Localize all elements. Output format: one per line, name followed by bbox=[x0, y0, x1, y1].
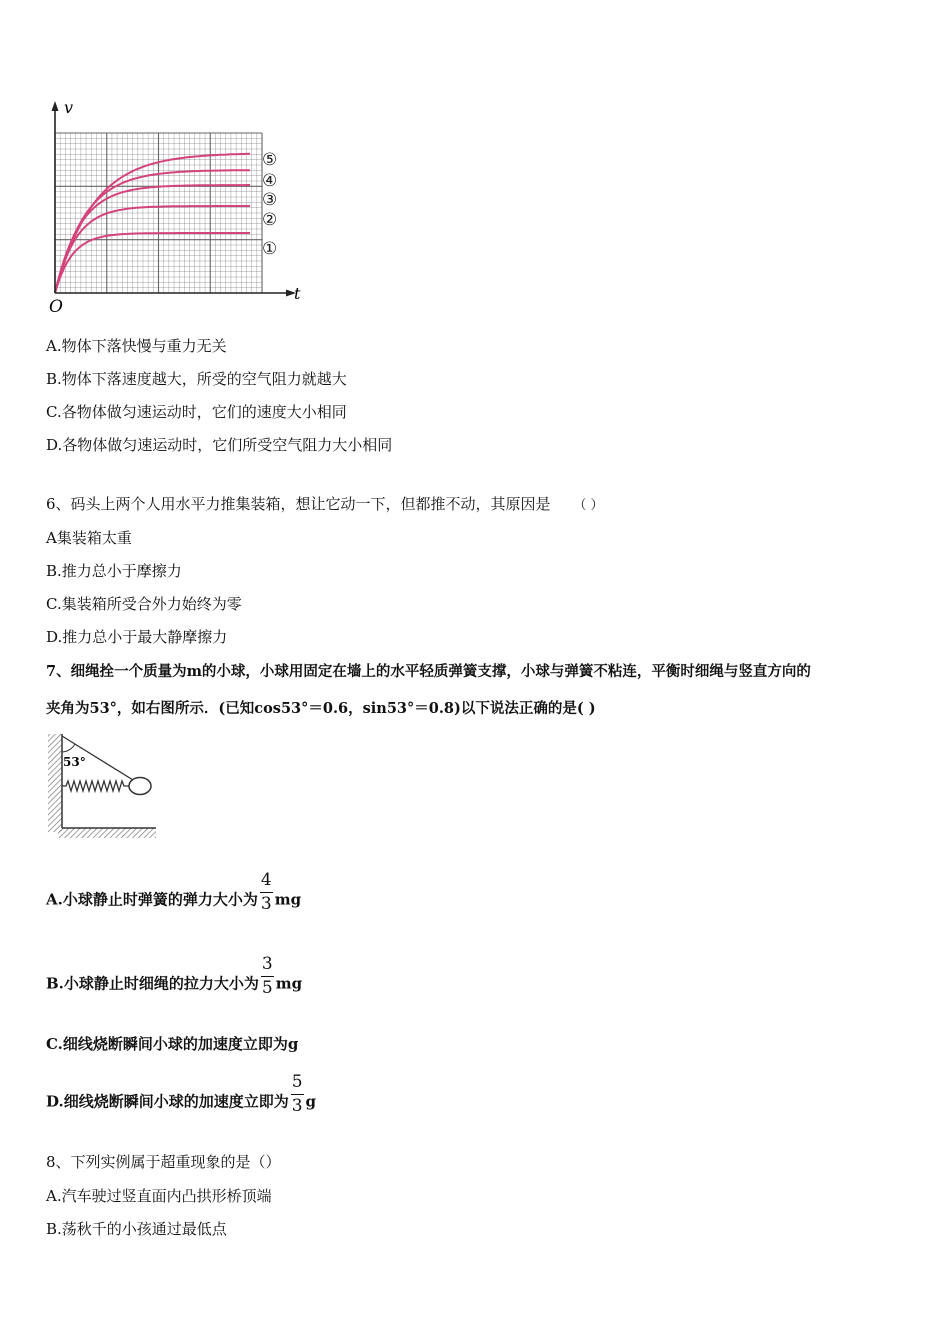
q7-option-a-unit: mg bbox=[274, 890, 302, 909]
q6-option-b: B.推力总小于摩擦力 bbox=[46, 562, 182, 580]
y-axis-arrow bbox=[52, 101, 59, 111]
q6-option-a: A集装箱太重 bbox=[46, 529, 132, 547]
velocity-time-graph bbox=[40, 95, 320, 320]
q7-option-b-text: B.小球静止时细绳的拉力大小为 bbox=[46, 974, 259, 993]
q7-option-b-unit: mg bbox=[275, 974, 303, 993]
q7-option-d bbox=[46, 1072, 317, 1123]
q7-option-d-unit: g bbox=[305, 1092, 317, 1111]
q5-option-c: C.各物体做匀速运动时，它们的速度大小相同 bbox=[46, 403, 347, 421]
q7-option-a-text: A.小球静止时弹簧的弹力大小为 bbox=[46, 890, 258, 909]
q7-option-d-text: D.细线烧断瞬间小球的加速度立即为 bbox=[46, 1092, 289, 1111]
denominator: 5 bbox=[261, 978, 273, 998]
x-axis-label: t bbox=[294, 284, 301, 303]
fraction-4-3 bbox=[260, 872, 273, 913]
numerator: 5 bbox=[291, 1074, 304, 1095]
q7-stem-line2: 夹角为53°，如右图所示．(已知cos53°＝0.6，sin53°＝0.8)以下说法正确的是( ) bbox=[46, 700, 596, 717]
fraction-5-3 bbox=[291, 1074, 304, 1115]
angle-label: 53° bbox=[63, 755, 86, 769]
fraction-3-5 bbox=[261, 956, 274, 997]
wall-hatching bbox=[48, 734, 62, 832]
q5-option-b: B.物体下落速度越大，所受的空气阻力就越大 bbox=[46, 370, 347, 388]
q6-stem bbox=[46, 493, 603, 514]
angle-arc bbox=[62, 744, 75, 752]
q8-option-a: A.汽车驶过竖直面内凸拱形桥顶端 bbox=[46, 1187, 272, 1205]
q7-option-c: C.细线烧断瞬间小球的加速度立即为g bbox=[46, 1035, 299, 1053]
q6-stem-text: 6、码头上两个人用水平力推集装箱，想让它动一下，但都推不动，其原因是 bbox=[46, 495, 551, 513]
curve-label: ② bbox=[262, 210, 278, 230]
q7-option-a bbox=[46, 870, 302, 921]
spring-ball-figure bbox=[44, 728, 159, 843]
curve-label: ① bbox=[262, 239, 278, 259]
q7-option-b bbox=[46, 954, 303, 1005]
curve-label: ③ bbox=[262, 190, 278, 210]
denominator: 3 bbox=[260, 894, 272, 914]
q5-option-d: D.各物体做匀速运动时，它们所受空气阻力大小相同 bbox=[46, 436, 393, 454]
curve-labels bbox=[262, 150, 277, 259]
numerator: 3 bbox=[261, 956, 274, 977]
spring bbox=[62, 781, 129, 791]
q5-option-a: A.物体下落快慢与重力无关 bbox=[46, 337, 227, 355]
numerator: 4 bbox=[260, 872, 273, 893]
q8-option-b: B.荡秋千的小孩通过最低点 bbox=[46, 1220, 227, 1238]
y-axis-label: v bbox=[64, 98, 74, 117]
ball bbox=[129, 778, 151, 795]
q6-option-c: C.集装箱所受合外力始终为零 bbox=[46, 595, 242, 613]
q6-option-d: D.推力总小于最大静摩擦力 bbox=[46, 628, 228, 646]
curve-label: ④ bbox=[262, 171, 278, 191]
floor-hatching bbox=[58, 828, 156, 838]
origin-label: O bbox=[49, 297, 63, 317]
q6-answer-paren: （ ） bbox=[573, 498, 604, 513]
denominator: 3 bbox=[291, 1096, 303, 1116]
q8-stem: 8、下列实例属于超重现象的是（） bbox=[46, 1153, 281, 1171]
q7-stem-line1: 7、细绳拴一个质量为m的小球，小球用固定在墙上的水平轻质弹簧支撑，小球与弹簧不粘连，平衡时细绳与竖直方向的 bbox=[46, 663, 811, 680]
curve-label: ⑤ bbox=[262, 150, 278, 170]
